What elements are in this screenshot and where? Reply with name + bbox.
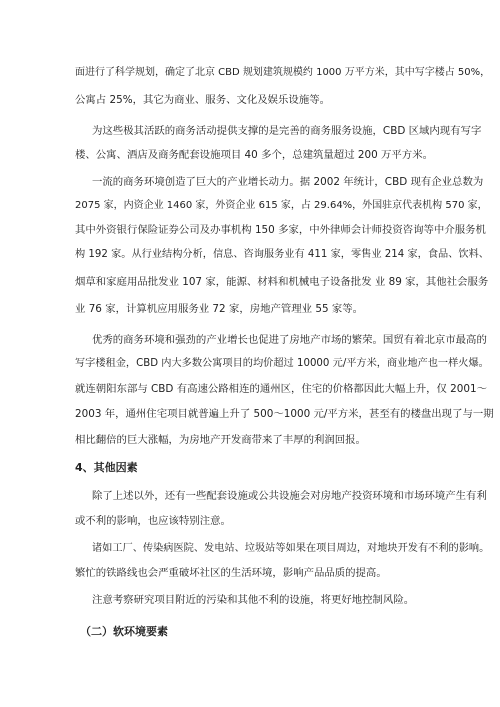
- text-line: 楼、公寓、酒店及商务配套设施项目 40 多个，总建筑量超过 200 万平方米。: [75, 149, 433, 161]
- text-line: 或不利的影响，也应该特别注意。: [75, 515, 231, 527]
- paragraph-start-line: 除了上述以外，还有一些配套设施或公共设施会对房地产投资环境和市场环境产生有利: [92, 490, 487, 502]
- text-line: 写字楼租金，CBD 内大多数公寓项目的均价超过 10000 元/平方米，商业地产也一样火爆。: [75, 358, 489, 369]
- section-heading: （二）软环境要素: [80, 625, 168, 638]
- paragraph-start-line: 注意考察研究项目附近的污染和其他不利的设施，将更好地控制风险。: [92, 594, 415, 606]
- text-line: 2003 年，通州住宅项目就普遍上升了 500～1000 元/平方米，甚至有的楼盘出现了与一期: [75, 408, 494, 420]
- text-line: 公寓占 25%，其它为商业、服务、文化及娱乐设施等。: [75, 94, 330, 106]
- paragraph-start-line: 为这些极其活跃的商务活动提供支撑的是完善的商务服务设施，CBD 区域内现有写字: [92, 125, 482, 137]
- text-line: 繁忙的铁路线也会严重破坏社区的生活环境，影响产品品质的提高。: [75, 567, 387, 579]
- text-line: 业 76 家，计算机应用服务业 72 家，房地产管理业 55 家等。: [75, 303, 364, 315]
- text-line: 构 192 家。从行业结构分析，信息、咨询服务业有 411 家，零售业 214 家，食品、饮料、: [75, 249, 489, 260]
- text-line: 2075 家，内资企业 1460 家，外资企业 615 家，占 29.64%，外国驻京代表机构 570 家，: [75, 200, 488, 211]
- text-line: 相比翻倍的巨大涨幅，为房地产开发商带来了丰厚的利润回报。: [75, 434, 366, 446]
- paragraph-start-line: 优秀的商务环境和强劲的产业增长也促进了房地产市场的繁荣。国贸有着北京市最高的: [92, 334, 487, 346]
- paragraph-start-line: 诸如工厂、传染病医院、发电站、垃圾站等如果在项目周边，对地块开发有不利的影响。: [92, 543, 490, 554]
- text-line: 就连朝阳东部与 CBD 有高速公路相连的通州区，住宅的价格都因此大幅上升，仅 2001～: [75, 383, 488, 395]
- text-line: 其中外资银行保险证券公司及办事机构 150 多家，中外律师会计师投资咨询等中介服务机: [75, 224, 486, 236]
- paragraph-start-line: 一流的商务环境创造了巨大的产业增长动力。据 2002 年统计，CBD 现有企业总数为: [92, 176, 484, 188]
- text-line: 烟草和家庭用品批发业 107 家，能源、材料和机械电子设备批发 业 89 家，其他社会服务: [75, 276, 489, 288]
- text-line: 面进行了科学规划，确定了北京 CBD 规划建筑规模约 1000 万平方米，其中写字楼占 50%，: [75, 67, 491, 78]
- section-heading: 4、其他因素: [75, 461, 138, 474]
